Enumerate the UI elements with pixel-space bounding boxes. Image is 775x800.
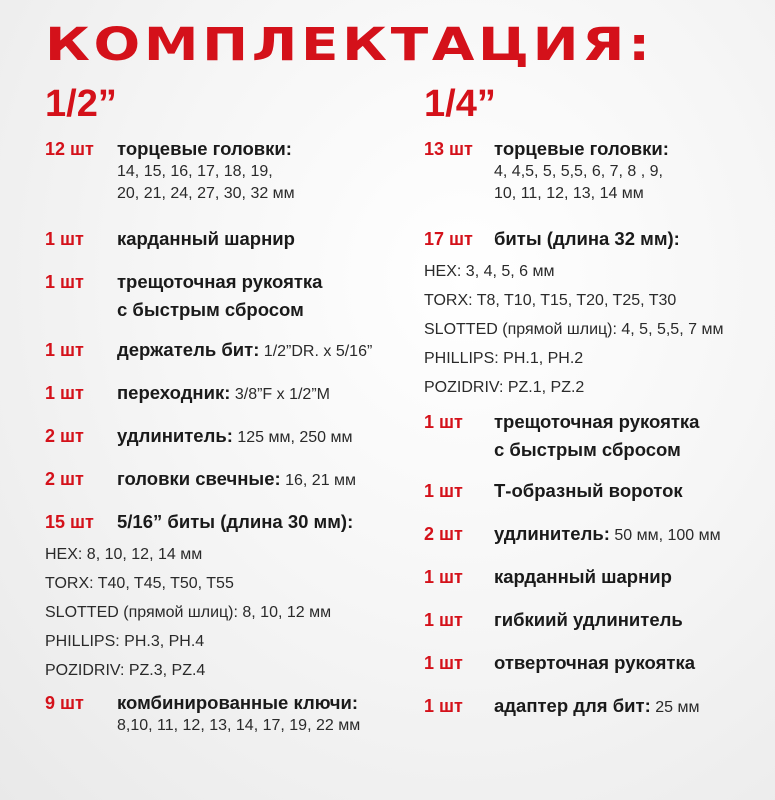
bit-list (45, 540, 372, 685)
list-item (424, 694, 723, 737)
item-name: Т-образный вороток (494, 480, 683, 501)
column-half-inch (45, 85, 372, 737)
bit-line-pozidriv: POZIDRIV: PZ.1, PZ.2 (424, 379, 585, 396)
list-item (424, 227, 723, 257)
item-qty: 2 шт (424, 524, 463, 544)
item-name: 5/16” биты (длина 30 мм): (117, 511, 354, 532)
item-qty: 1 шт (424, 412, 463, 432)
bit-line-torx: TORX: T8, T10, T15, T20, T25, T30 (424, 292, 677, 309)
item-qty: 1 шт (424, 696, 463, 716)
item-detail: 20, 21, 24, 27, 30, 32 мм (117, 185, 295, 202)
item-detail: 8,10, 11, 12, 13, 14, 17, 19, 22 мм (117, 717, 361, 734)
list-item (424, 137, 723, 227)
item-qty: 12 шт (45, 139, 94, 159)
item-name: торцевые головки: (494, 138, 669, 159)
list-item (45, 424, 372, 467)
item-name-line2: с быстрым сбросом (494, 439, 681, 460)
item-name: карданный шарнир (117, 228, 295, 249)
bit-line-hex: HEX: 3, 4, 5, 6 мм (424, 263, 555, 280)
list-item (45, 381, 372, 424)
item-name: торцевые головки: (117, 138, 292, 159)
item-value: 3/8”F x 1/2”M (230, 386, 330, 403)
bit-line-phillips: PHILLIPS: PH.3, PH.4 (45, 633, 205, 650)
item-value: 125 мм, 250 мм (232, 429, 353, 446)
bit-line-slotted: SLOTTED (прямой шлиц): 8, 10, 12 мм (45, 604, 332, 621)
bit-line-torx: TORX: T40, T45, T50, T55 (45, 575, 234, 592)
item-qty: 15 шт (45, 512, 94, 532)
item-name: адаптер для бит: (494, 695, 651, 716)
list-item (424, 565, 723, 608)
item-qty: 9 шт (45, 693, 84, 713)
item-qty: 1 шт (424, 481, 463, 501)
item-detail: 4, 4,5, 5, 5,5, 6, 7, 8 , 9, (494, 163, 663, 180)
item-qty: 1 шт (424, 653, 463, 673)
item-value: 1/2”DR. x 5/16” (259, 343, 373, 360)
list-item (424, 651, 723, 694)
item-name: удлинитель: (494, 523, 610, 544)
item-qty: 1 шт (45, 383, 84, 403)
list-item (424, 608, 723, 651)
item-detail: 10, 11, 12, 13, 14 мм (494, 185, 644, 202)
item-name: удлинитель: (117, 425, 233, 446)
list-item (45, 691, 372, 737)
item-qty: 17 шт (424, 229, 473, 249)
list-item (424, 410, 723, 479)
item-name: трещоточная рукоятка (494, 411, 700, 432)
item-name: отверточная рукоятка (494, 652, 695, 673)
item-qty: 2 шт (45, 469, 84, 489)
list-item (424, 479, 723, 522)
item-qty: 1 шт (45, 229, 84, 249)
page-title: КОМПЛЕКТАЦИЯ: (45, 18, 654, 71)
item-qty: 1 шт (45, 272, 84, 292)
section-heading-1-2: 1/2” (45, 83, 117, 125)
list-item (45, 270, 372, 338)
bit-line-hex: HEX: 8, 10, 12, 14 мм (45, 546, 203, 563)
item-name: трещоточная рукоятка (117, 271, 323, 292)
bit-line-phillips: PHILLIPS: PH.1, PH.2 (424, 350, 584, 367)
item-name: держатель бит: (117, 339, 260, 360)
item-name: переходник: (117, 382, 231, 403)
item-name: головки свечные: (117, 468, 281, 489)
bit-list (424, 257, 723, 402)
item-qty: 1 шт (45, 340, 84, 360)
bit-line-pozidriv: POZIDRIV: PZ.3, PZ.4 (45, 662, 206, 679)
item-value: 50 мм, 100 мм (609, 527, 721, 544)
list-item (45, 338, 372, 381)
item-value: 16, 21 мм (280, 472, 357, 489)
item-qty: 2 шт (45, 426, 84, 446)
list-item (45, 137, 372, 217)
item-qty: 13 шт (424, 139, 473, 159)
item-name: комбинированные ключи: (117, 692, 359, 713)
item-value: 25 мм (650, 699, 700, 716)
column-quarter-inch (424, 85, 723, 737)
list-item (45, 510, 372, 540)
item-name: карданный шарнир (494, 566, 672, 587)
item-qty: 1 шт (424, 610, 463, 630)
item-name: биты (длина 32 мм): (494, 228, 680, 249)
item-detail: 14, 15, 16, 17, 18, 19, (117, 163, 273, 180)
item-qty: 1 шт (424, 567, 463, 587)
bit-line-slotted: SLOTTED (прямой шлиц): 4, 5, 5,5, 7 мм (424, 321, 724, 338)
list-item (45, 227, 372, 270)
list-item (45, 467, 372, 510)
item-name-line2: с быстрым сбросом (117, 299, 304, 320)
section-heading-1-4: 1/4” (424, 83, 496, 125)
item-name: гибкиий удлинитель (494, 609, 683, 630)
list-item (424, 522, 723, 565)
